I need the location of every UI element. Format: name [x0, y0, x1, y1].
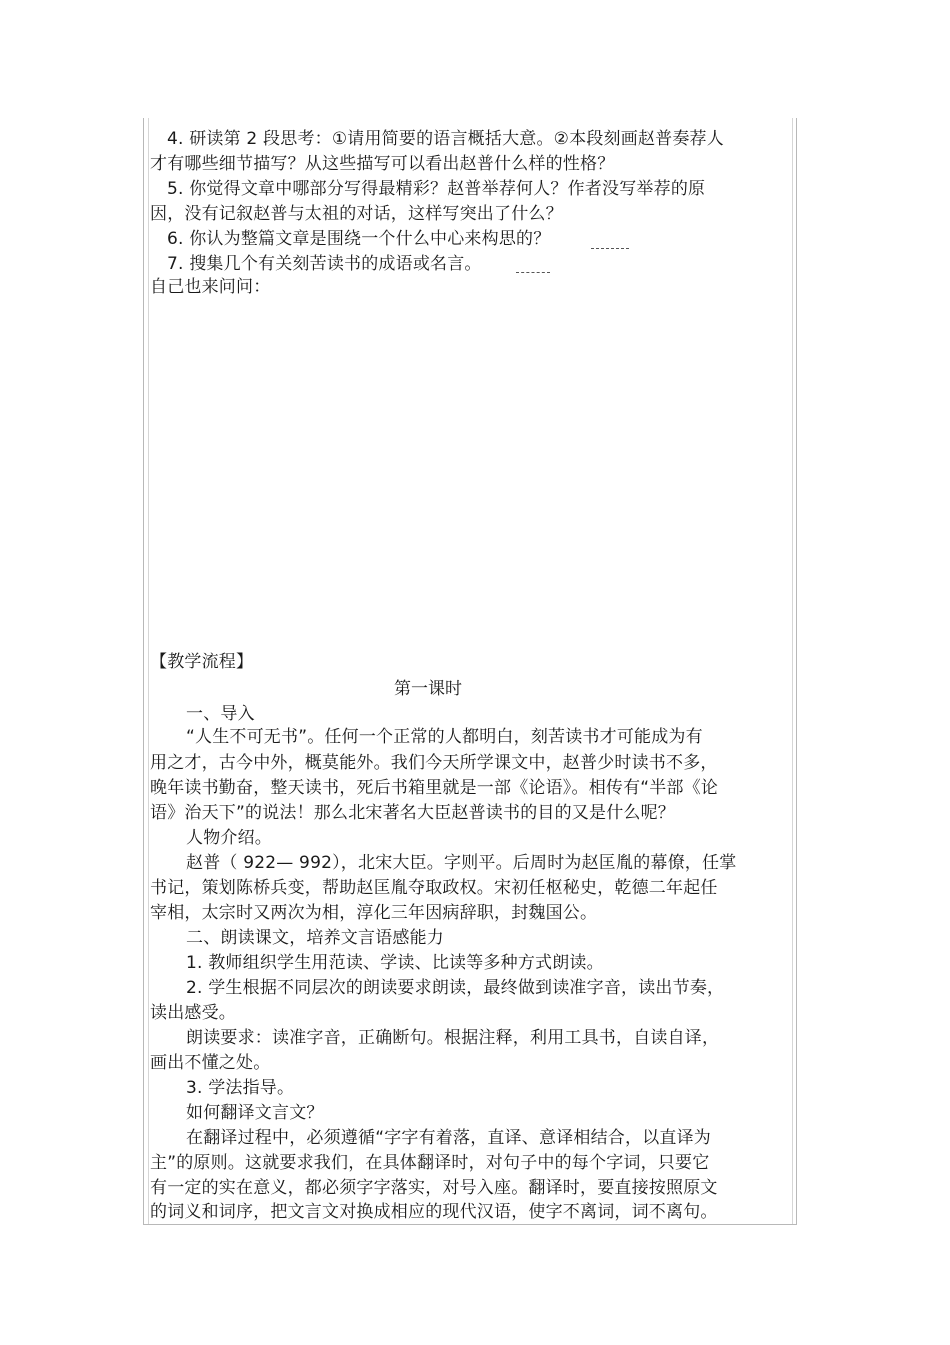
how-to-translate: 如何翻译文言文？ — [186, 1103, 324, 1123]
table-border-right-inner — [792, 118, 793, 1225]
step-3: 3. 学法指导。 — [186, 1078, 295, 1098]
self-ask-label: 自己也来问问： — [150, 277, 271, 297]
intro-line-3: 晚年读书勤奋，整天读书，死后书箱里就是一部《论语》。相传有“半部《论 — [150, 778, 719, 798]
reading-req-line-2: 画出不懂之处。 — [150, 1053, 271, 1073]
table-border-left — [143, 118, 144, 1225]
step-2-line-1: 2. 学生根据不同层次的朗读要求朗读，最终做到读准字音，读出节奏， — [186, 978, 725, 998]
question-5-line-2: 因，没有记叙赵普与太祖的对话，这样写突出了什么？ — [150, 204, 563, 224]
table-border-bottom — [143, 1224, 797, 1225]
table-border-right — [796, 118, 797, 1225]
step-2-line-2: 读出感受。 — [150, 1003, 236, 1023]
question-4-line-1: 4. 研读第 2 段思考：①请用简要的语言概括大意。②本段刻画赵普奏荐人 — [167, 129, 724, 149]
bio-line-1: 赵普（ 922— 992），北宋大臣。字则平。后周时为赵匡胤的幕僚，任掌 — [186, 853, 737, 873]
dotted-mark — [516, 272, 550, 273]
intro-line-1: “人生不可无书”。任何一个正常的人都明白，刻苦读书才可能成为有 — [186, 727, 703, 747]
intro-line-4: 语》治天下”的说法！那么北宋著名大臣赵普读书的目的又是什么呢？ — [150, 803, 676, 823]
table-border-left-inner — [148, 118, 149, 1225]
translate-line-1: 在翻译过程中，必须遵循“字字有着落，直译、意译相结合，以直译为 — [186, 1128, 712, 1148]
section-heading: 【教学流程】 — [150, 652, 254, 672]
lesson-title: 第一课时 — [394, 679, 462, 699]
section-1-title: 一、导入 — [186, 704, 255, 724]
translate-line-3: 有一定的实在意义，都必须字字落实，对号入座。翻译时，要直接按照原文 — [150, 1178, 718, 1198]
bio-line-2: 书记，策划陈桥兵变，帮助赵匡胤夺取政权。宋初任枢秘史，乾德二年起任 — [150, 878, 718, 898]
reading-req-line-1: 朗读要求：读准字音，正确断句。根据注释，利用工具书，自读自译， — [186, 1028, 720, 1048]
question-7: 7. 搜集几个有关刻苦读书的成语或名言。 — [167, 254, 482, 274]
question-4-line-2: 才有哪些细节描写？从这些描写可以看出赵普什么样的性格？ — [150, 154, 615, 174]
section-2-title: 二、朗读课文，培养文言语感能力 — [186, 928, 444, 948]
question-6: 6. 你认为整篇文章是围绕一个什么中心来构思的？ — [167, 229, 551, 249]
question-5-line-1: 5. 你觉得文章中哪部分写得最精彩？赵普举荐何人？作者没写举荐的原 — [167, 179, 706, 199]
intro-line-2: 用之才，古今中外，概莫能外。我们今天所学课文中，赵普少时读书不多， — [150, 753, 718, 773]
bio-line-3: 宰相，太宗时又两次为相，淳化三年因病辞职，封魏国公。 — [150, 903, 598, 923]
dotted-mark — [591, 248, 629, 249]
translate-line-4: 的词义和词序，把文言文对换成相应的现代汉语，使字不离词，词不离句。 — [150, 1202, 718, 1222]
translate-line-2: 主”的原则。这就要求我们，在具体翻译时，对句子中的每个字词，只要它 — [150, 1153, 710, 1173]
step-1: 1. 教师组织学生用范读、学读、比读等多种方式朗读。 — [186, 953, 604, 973]
person-intro: 人物介绍。 — [186, 828, 272, 848]
